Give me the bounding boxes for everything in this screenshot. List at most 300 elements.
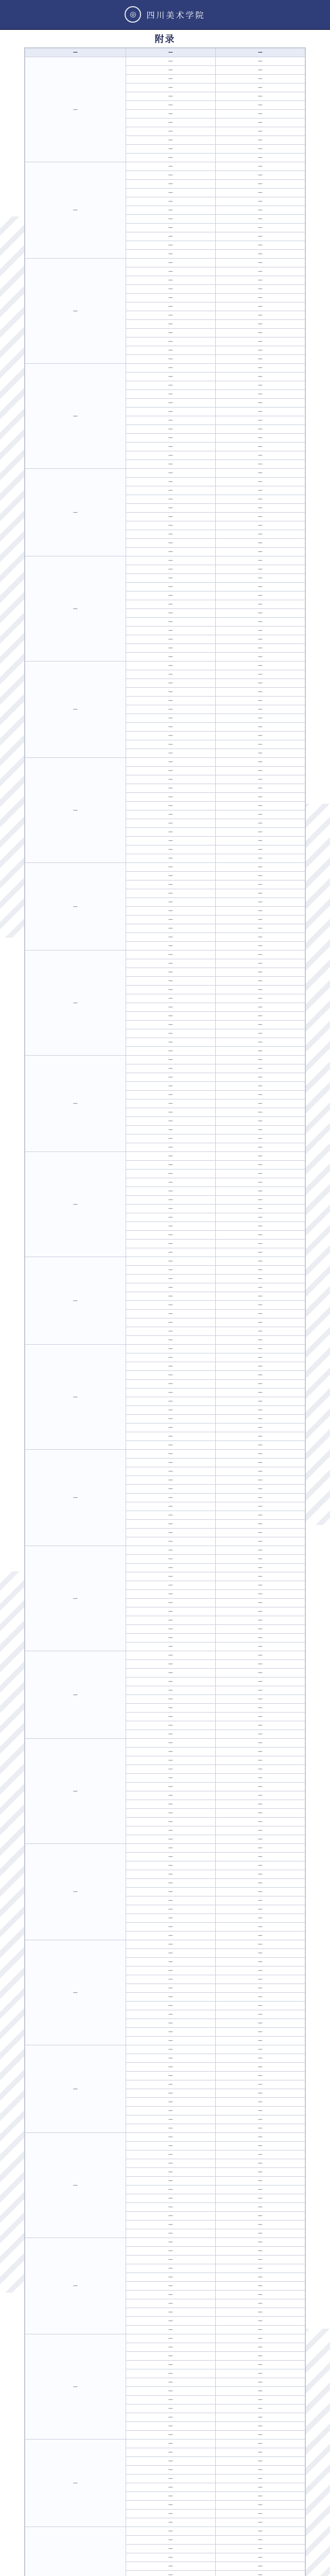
table-row [25,758,305,767]
value-cell-col-2: — [126,872,215,880]
decorative-stripe [302,2329,330,2576]
value-cell-col-3: — [215,539,305,548]
value-cell-col-3: — [215,513,305,521]
value-cell-col-2: — [126,408,215,416]
table-row [25,162,305,171]
table-row [25,2133,305,2142]
value-cell-col-3: — [215,2457,305,2466]
value-cell-col-3: — [215,1774,305,1783]
value-cell-col-3: — [215,1248,305,1257]
value-cell-col-3: — [215,2343,305,2352]
table-header-row [25,48,305,57]
value-cell-col-2: — [126,767,215,775]
value-cell-col-2: — [126,1064,215,1073]
value-cell-col-3: — [215,1091,305,1099]
value-cell-col-2: — [126,1091,215,1099]
value-cell-col-2: — [126,224,215,232]
value-cell-col-2: — [126,1923,215,1931]
table-header-col-1: — [25,48,126,57]
value-cell-col-2: — [126,434,215,443]
value-cell-col-3: — [215,1537,305,1546]
value-cell-col-3: — [215,189,305,197]
value-cell-col-2: — [126,758,215,767]
value-cell-col-2: — [126,898,215,907]
value-cell-col-3: — [215,1353,305,1362]
value-cell-col-2: — [126,294,215,302]
value-cell-col-3: — [215,434,305,443]
value-cell-col-2: — [126,1756,215,1765]
value-cell-col-2: — [126,1949,215,1958]
value-cell-col-2: — [126,478,215,486]
value-cell-col-3: — [215,2159,305,2168]
value-cell-col-2: — [126,994,215,1003]
value-cell-col-2: — [126,1905,215,1914]
value-cell-col-3: — [215,837,305,845]
value-cell-col-2: — [126,539,215,548]
value-cell-col-2: — [126,1301,215,1310]
value-cell-col-2: — [126,2483,215,2492]
value-cell-col-2: — [126,1353,215,1362]
value-cell-col-2: — [126,1476,215,1485]
value-cell-col-3: — [215,2413,305,2422]
value-cell-col-2: — [126,583,215,591]
value-cell-col-3: — [215,381,305,390]
value-cell-col-3: — [215,1310,305,1318]
value-cell-col-3: — [215,2063,305,2072]
value-cell-col-2: — [126,1275,215,1283]
value-cell-col-2: — [126,1126,215,1134]
value-cell-col-3: — [215,2404,305,2413]
value-cell-col-3: — [215,2256,305,2264]
value-cell-col-2: — [126,1205,215,1213]
value-cell-col-2: — [126,1134,215,1143]
value-cell-col-2: — [126,1432,215,1441]
value-cell-col-2: — [126,2396,215,2404]
value-cell-col-3: — [215,986,305,994]
value-cell-col-3: — [215,1266,305,1275]
value-cell-col-2: — [126,2501,215,2510]
value-cell-col-2: — [126,2256,215,2264]
value-cell-col-3: — [215,1467,305,1476]
value-cell-col-2: — [126,1993,215,2002]
value-cell-col-3: — [215,1835,305,1844]
value-cell-col-2: — [126,1450,215,1459]
value-cell-col-3: — [215,1940,305,1949]
value-cell-col-2: — [126,2203,215,2212]
value-cell-col-3: — [215,2369,305,2378]
value-cell-col-2: — [126,942,215,951]
value-cell-col-2: — [126,1669,215,1677]
value-cell-col-3: — [215,2098,305,2107]
value-cell-col-2: — [126,2194,215,2203]
value-cell-col-2: — [126,136,215,145]
value-cell-col-2: — [126,110,215,118]
value-cell-col-3: — [215,2326,305,2334]
value-cell-col-2: — [126,2518,215,2527]
value-cell-col-3: — [215,224,305,232]
value-cell-col-3: — [215,2142,305,2150]
value-cell-col-3: — [215,1511,305,1520]
value-cell-col-2: — [126,1809,215,1818]
value-cell-col-3: — [215,1380,305,1388]
value-cell-col-3: — [215,2229,305,2238]
value-cell-col-3: — [215,977,305,986]
value-cell-col-3: — [215,2168,305,2177]
category-cell: — [25,2334,126,2439]
value-cell-col-2: — [126,1765,215,1774]
value-cell-col-3: — [215,889,305,898]
value-cell-col-3: — [215,2054,305,2063]
value-cell-col-2: — [126,2422,215,2431]
value-cell-col-2: — [126,1800,215,1809]
table-body [25,57,305,2576]
value-cell-col-3: — [215,1327,305,1336]
value-cell-col-2: — [126,2168,215,2177]
value-cell-col-2: — [126,1231,215,1240]
value-cell-col-3: — [215,2221,305,2229]
value-cell-col-2: — [126,977,215,986]
value-cell-col-3: — [215,2115,305,2124]
value-cell-col-3: — [215,2238,305,2247]
value-cell-col-2: — [126,2045,215,2054]
value-cell-col-3: — [215,118,305,127]
value-cell-col-3: — [215,1826,305,1835]
value-cell-col-3: — [215,924,305,933]
category-cell: — [25,1257,126,1345]
value-cell-col-3: — [215,2422,305,2431]
value-cell-col-2: — [126,1940,215,1949]
value-cell-col-3: — [215,180,305,189]
table-row [25,57,305,66]
value-cell-col-2: — [126,2177,215,2185]
value-cell-col-3: — [215,2510,305,2518]
value-cell-col-2: — [126,285,215,294]
value-cell-col-2: — [126,1310,215,1318]
value-cell-col-3: — [215,1362,305,1371]
table-row [25,1940,305,1949]
value-cell-col-2: — [126,346,215,355]
value-cell-col-3: — [215,705,305,714]
value-cell-col-2: — [126,1984,215,1993]
value-cell-col-2: — [126,189,215,197]
value-cell-col-3: — [215,2177,305,2185]
value-cell-col-3: — [215,968,305,977]
table-row [25,2238,305,2247]
value-cell-col-3: — [215,1975,305,1984]
value-cell-col-3: — [215,2133,305,2142]
value-cell-col-2: — [126,2159,215,2168]
value-cell-col-2: — [126,916,215,924]
value-cell-col-3: — [215,845,305,854]
value-cell-col-3: — [215,495,305,504]
value-cell-col-2: — [126,302,215,311]
value-cell-col-3: — [215,583,305,591]
value-cell-col-2: — [126,372,215,381]
value-cell-col-2: — [126,574,215,583]
value-cell-col-3: — [215,697,305,705]
value-cell-col-3: — [215,2527,305,2536]
value-cell-col-2: — [126,732,215,740]
value-cell-col-2: — [126,1739,215,1748]
value-cell-col-2: — [126,1774,215,1783]
value-cell-col-3: — [215,1406,305,1415]
value-cell-col-2: — [126,1240,215,1248]
table-row [25,2527,305,2536]
value-cell-col-2: — [126,1826,215,1835]
university-seal-icon: ◎ [125,6,141,23]
value-cell-col-2: — [126,1642,215,1651]
decorative-stripe [302,804,330,1525]
value-cell-col-2: — [126,600,215,609]
value-cell-col-2: — [126,1362,215,1371]
value-cell-col-2: — [126,907,215,916]
value-cell-col-3: — [215,425,305,434]
value-cell-col-3: — [215,872,305,880]
value-cell-col-3: — [215,390,305,399]
value-cell-col-3: — [215,2080,305,2089]
value-cell-col-3: — [215,259,305,267]
value-cell-col-2: — [126,329,215,337]
value-cell-col-3: — [215,2299,305,2308]
value-cell-col-3: — [215,1494,305,1502]
value-cell-col-3: — [215,2124,305,2133]
value-cell-col-3: — [215,2194,305,2203]
value-cell-col-3: — [215,206,305,215]
value-cell-col-3: — [215,784,305,793]
value-cell-col-3: — [215,732,305,740]
value-cell-col-3: — [215,1616,305,1625]
value-cell-col-2: — [126,924,215,933]
value-cell-col-2: — [126,1686,215,1695]
value-cell-col-3: — [215,916,305,924]
value-cell-col-2: — [126,1564,215,1572]
value-cell-col-2: — [126,364,215,372]
value-cell-col-2: — [126,2221,215,2229]
value-cell-col-2: — [126,1555,215,1564]
value-cell-col-2: — [126,2352,215,2361]
value-cell-col-3: — [215,2553,305,2562]
value-cell-col-2: — [126,837,215,845]
value-cell-col-2: — [126,2553,215,2562]
value-cell-col-2: — [126,1397,215,1406]
value-cell-col-3: — [215,2002,305,2010]
value-cell-col-2: — [126,1791,215,1800]
value-cell-col-2: — [126,2536,215,2545]
value-cell-col-3: — [215,469,305,478]
value-cell-col-2: — [126,1494,215,1502]
value-cell-col-3: — [215,2545,305,2553]
value-cell-col-3: — [215,670,305,679]
value-cell-col-3: — [215,2150,305,2159]
value-cell-col-2: — [126,635,215,644]
value-cell-col-3: — [215,1432,305,1441]
value-cell-col-3: — [215,1205,305,1213]
value-cell-col-3: — [215,2089,305,2098]
value-cell-col-3: — [215,83,305,92]
value-cell-col-2: — [126,1590,215,1599]
value-cell-col-3: — [215,302,305,311]
value-cell-col-3: — [215,2492,305,2501]
value-cell-col-2: — [126,1406,215,1415]
value-cell-col-3: — [215,250,305,259]
value-cell-col-2: — [126,2037,215,2045]
value-cell-col-2: — [126,1012,215,1021]
value-cell-col-2: — [126,609,215,618]
table-row [25,2334,305,2343]
value-cell-col-3: — [215,2045,305,2054]
value-cell-col-2: — [126,1704,215,1713]
value-cell-col-2: — [126,591,215,600]
value-cell-col-3: — [215,1721,305,1730]
value-cell-col-2: — [126,1958,215,1967]
value-cell-col-3: — [215,1756,305,1765]
category-cell: — [25,1844,126,1940]
value-cell-col-3: — [215,1634,305,1642]
value-cell-col-3: — [215,1651,305,1660]
value-cell-col-3: — [215,1099,305,1108]
value-cell-col-2: — [126,1572,215,1581]
value-cell-col-2: — [126,443,215,451]
value-cell-col-3: — [215,1896,305,1905]
value-cell-col-3: — [215,1459,305,1467]
value-cell-col-2: — [126,1975,215,1984]
value-cell-col-3: — [215,1590,305,1599]
value-cell-col-2: — [126,2124,215,2133]
category-cell: — [25,1546,126,1651]
category-cell: — [25,1651,126,1739]
value-cell-col-2: — [126,2142,215,2150]
value-cell-col-3: — [215,819,305,828]
value-cell-col-3: — [215,2185,305,2194]
value-cell-col-3: — [215,1809,305,1818]
value-cell-col-3: — [215,1502,305,1511]
category-cell: — [25,469,126,556]
value-cell-col-3: — [215,740,305,749]
value-cell-col-3: — [215,2361,305,2369]
value-cell-col-3: — [215,1029,305,1038]
value-cell-col-3: — [215,2203,305,2212]
value-cell-col-2: — [126,1371,215,1380]
value-cell-col-2: — [126,1056,215,1064]
table-row [25,1739,305,1748]
value-cell-col-2: — [126,416,215,425]
table-row [25,1844,305,1853]
table-row [25,863,305,872]
value-cell-col-2: — [126,1196,215,1205]
value-cell-col-3: — [215,749,305,758]
value-cell-col-2: — [126,276,215,285]
value-cell-col-2: — [126,1257,215,1266]
value-cell-col-2: — [126,819,215,828]
value-cell-col-3: — [215,2387,305,2396]
value-cell-col-2: — [126,2457,215,2466]
value-cell-col-2: — [126,618,215,626]
value-cell-col-3: — [215,1196,305,1205]
category-cell: — [25,2133,126,2238]
value-cell-col-2: — [126,1082,215,1091]
category-cell: — [25,1152,126,1257]
value-cell-col-2: — [126,2466,215,2475]
value-cell-col-3: — [215,1047,305,1056]
category-cell: — [25,1345,126,1450]
value-cell-col-3: — [215,1993,305,2002]
value-cell-col-2: — [126,2264,215,2273]
value-cell-col-2: — [126,390,215,399]
value-cell-col-2: — [126,2387,215,2396]
value-cell-col-3: — [215,2317,305,2326]
value-cell-col-2: — [126,2229,215,2238]
value-cell-col-3: — [215,609,305,618]
category-cell: — [25,1739,126,1844]
value-cell-col-3: — [215,1152,305,1161]
value-cell-col-3: — [215,2212,305,2221]
value-cell-col-3: — [215,521,305,530]
value-cell-col-2: — [126,1896,215,1905]
value-cell-col-2: — [126,2089,215,2098]
value-cell-col-3: — [215,1800,305,1809]
value-cell-col-3: — [215,364,305,372]
value-cell-col-2: — [126,180,215,189]
value-cell-col-3: — [215,714,305,723]
value-cell-col-3: — [215,232,305,241]
value-cell-col-3: — [215,723,305,732]
value-cell-col-3: — [215,285,305,294]
table-row [25,1546,305,1555]
category-cell: — [25,259,126,364]
value-cell-col-3: — [215,591,305,600]
value-cell-col-2: — [126,2238,215,2247]
value-cell-col-3: — [215,355,305,364]
value-cell-col-2: — [126,644,215,653]
value-cell-col-3: — [215,802,305,810]
value-cell-col-2: — [126,1318,215,1327]
value-cell-col-3: — [215,1564,305,1572]
value-cell-col-3: — [215,1222,305,1231]
value-cell-col-3: — [215,828,305,837]
value-cell-col-2: — [126,2343,215,2352]
value-cell-col-3: — [215,653,305,662]
value-cell-col-3: — [215,618,305,626]
table-row [25,364,305,372]
value-cell-col-3: — [215,1213,305,1222]
value-cell-col-2: — [126,2072,215,2080]
value-cell-col-2: — [126,460,215,469]
table-header-col-3: — [215,48,305,57]
value-cell-col-3: — [215,1397,305,1406]
value-cell-col-2: — [126,1038,215,1047]
category-cell: — [25,2238,126,2334]
value-cell-col-2: — [126,1581,215,1590]
value-cell-col-3: — [215,1572,305,1581]
value-cell-col-3: — [215,408,305,416]
value-cell-col-2: — [126,381,215,390]
value-cell-col-2: — [126,1783,215,1791]
value-cell-col-3: — [215,2518,305,2527]
value-cell-col-2: — [126,1415,215,1423]
value-cell-col-2: — [126,740,215,749]
value-cell-col-2: — [126,1388,215,1397]
value-cell-col-2: — [126,1730,215,1739]
table-row [25,1345,305,1353]
table-row [25,1651,305,1660]
table-row [25,556,305,565]
value-cell-col-3: — [215,372,305,381]
value-cell-col-3: — [215,1686,305,1695]
value-cell-col-2: — [126,267,215,276]
value-cell-col-2: — [126,662,215,670]
value-cell-col-2: — [126,1283,215,1292]
value-cell-col-2: — [126,1108,215,1117]
